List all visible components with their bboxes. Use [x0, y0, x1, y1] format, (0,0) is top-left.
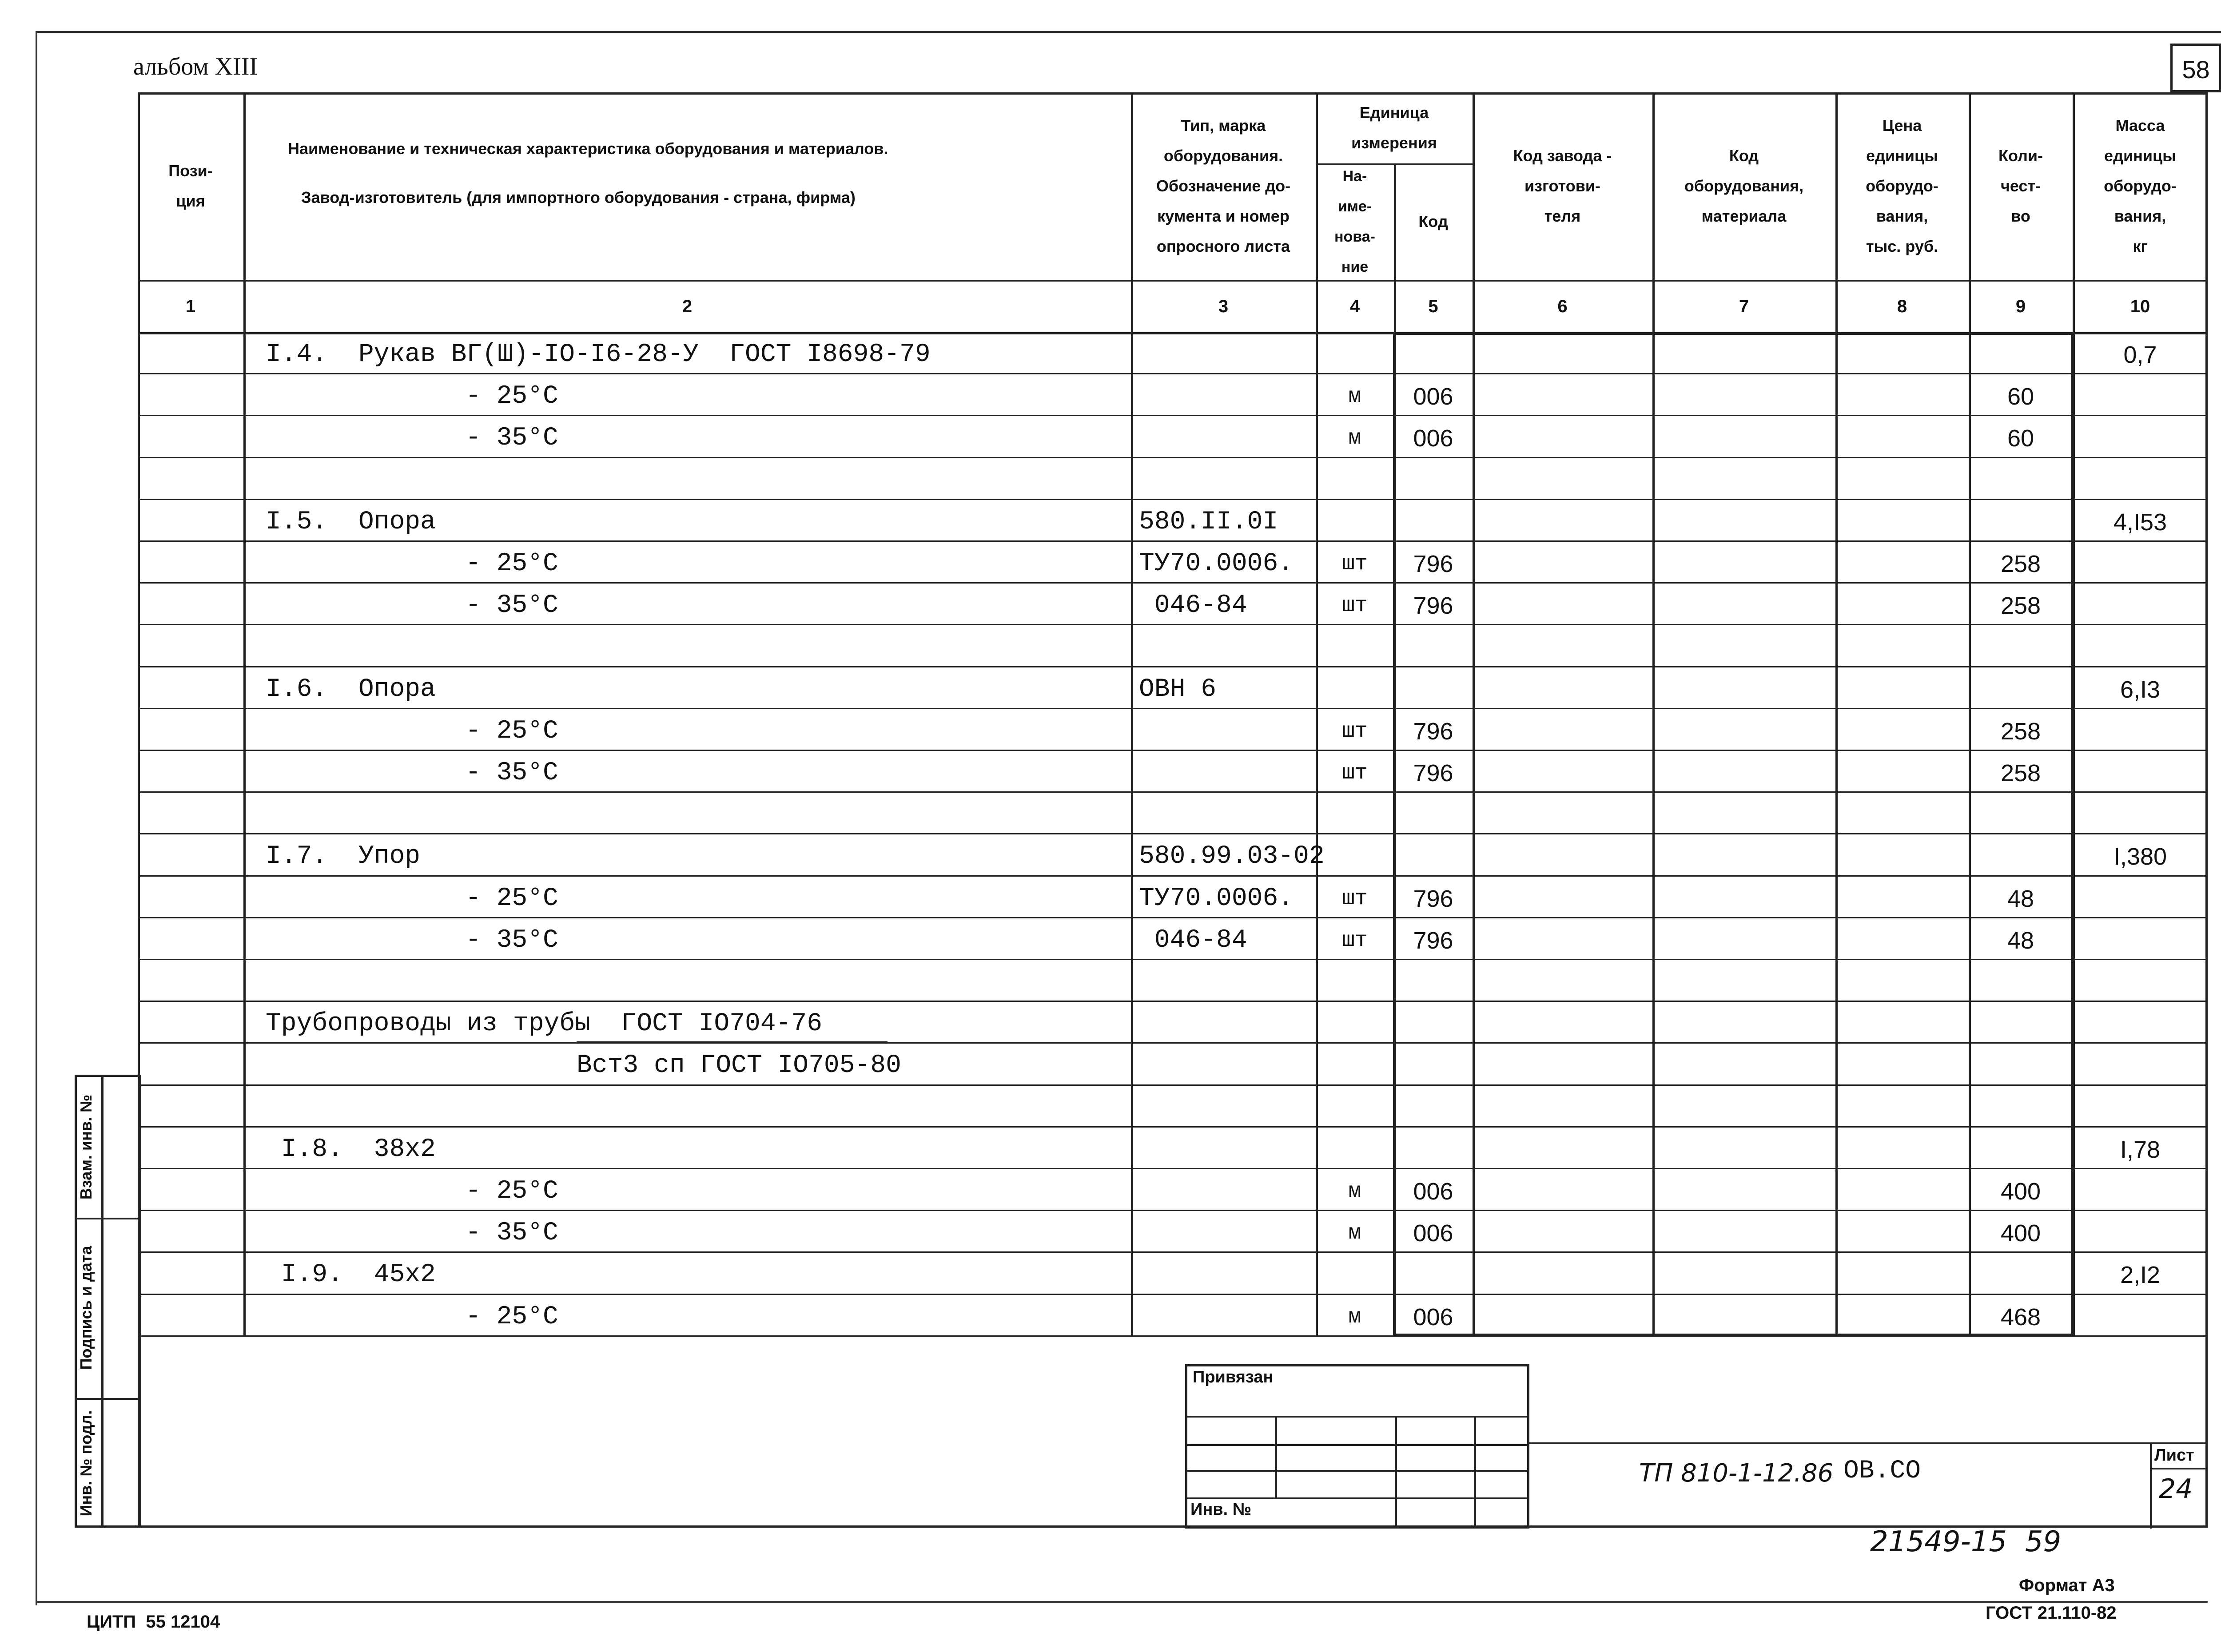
row-mass: 6,I3: [2120, 676, 2161, 703]
row-mass: [2073, 794, 2208, 836]
row-unit: [1316, 794, 1394, 836]
row-mass: [2073, 711, 2208, 752]
row-unit: [1316, 501, 1394, 543]
row-quantity: 48: [2007, 885, 2034, 912]
column-number: 4: [1349, 297, 1360, 316]
row-unit: м: [1348, 1305, 1361, 1329]
row-mass: 4,I53: [2113, 508, 2167, 536]
column-number: 3: [1218, 297, 1229, 316]
row-mass: I,78: [2120, 1136, 2161, 1163]
row-name: I.6. Опора: [266, 675, 436, 704]
row-unit: [1316, 1254, 1394, 1296]
row-unit: шт: [1342, 761, 1368, 785]
row-name: - 25°С: [466, 1177, 558, 1206]
row-unit: [1316, 836, 1394, 878]
row-unit: [1316, 669, 1394, 711]
row-type: 046-84: [1139, 591, 1247, 620]
header-position: Пози- ция: [168, 162, 213, 210]
outer-bottom-line: [36, 1601, 2208, 1603]
row-mass: 2,I2: [2120, 1262, 2161, 1289]
side-label-podpis: Подпись и дата: [77, 1246, 95, 1370]
row-unit: м: [1348, 426, 1361, 451]
row-name: - 25°С: [466, 884, 558, 913]
row-mass: [2073, 1003, 2208, 1045]
row-quantity: 468: [2000, 1303, 2041, 1330]
row-type: 580.II.0I: [1139, 507, 1278, 536]
row-name: - 35°С: [466, 1219, 558, 1248]
printer-label: ЦИТП 55 12104: [87, 1612, 220, 1632]
row-name: - 25°С: [466, 1302, 558, 1331]
row-code: 796: [1413, 927, 1453, 954]
row-type: ТУ70.0006.: [1139, 549, 1294, 578]
row-quantity: 400: [2000, 1178, 2041, 1205]
format-label: Формат А3: [2019, 1576, 2115, 1595]
doc-suffix: ОВ.СО: [1843, 1457, 1921, 1485]
header-unit-group: Единица измерения: [1351, 103, 1437, 152]
header-name-line2: Завод-изготовитель (для импортного оборудования - страна, фирма): [301, 188, 856, 206]
row-unit: [1316, 460, 1394, 501]
column-number: 10: [2130, 297, 2150, 316]
row-name: - 35°С: [466, 591, 558, 620]
row-quantity: 258: [2000, 551, 2041, 577]
row-name: I.4. Рукав ВГ(Ш)-IO-I6-28-У ГОСТ I8698-79: [266, 340, 931, 369]
row-unit: шт: [1342, 552, 1368, 576]
row-mass: [2073, 878, 2208, 920]
gost-label: ГОСТ 21.110-82: [1986, 1603, 2117, 1623]
row-mass: [2073, 627, 2208, 668]
header-unit-name: На- име- нова- ние: [1334, 168, 1375, 275]
row-unit: [1316, 627, 1394, 668]
row-type: ТУ70.0006.: [1139, 884, 1294, 913]
row-name: - 25°С: [466, 716, 558, 746]
row-unit: шт: [1342, 886, 1368, 911]
row-unit: м: [1348, 385, 1361, 409]
row-quantity: 258: [2000, 718, 2041, 745]
row-mass: [2073, 460, 2208, 501]
header-unit-code: Код: [1418, 212, 1448, 230]
row-name: I.8. 38x2: [266, 1135, 436, 1164]
row-unit: шт: [1342, 719, 1368, 743]
row-unit: [1316, 334, 1394, 376]
privyazan-label: Привязан: [1193, 1368, 1274, 1386]
row-name: I.7. Упор: [266, 842, 421, 871]
row-mass: 0,7: [2123, 342, 2157, 368]
sheet-label: Лист: [2154, 1446, 2194, 1465]
row-unit: шт: [1342, 594, 1368, 618]
row-code: 006: [1413, 1220, 1453, 1247]
column-number: 9: [2015, 297, 2026, 316]
row-code: 796: [1413, 551, 1453, 577]
sheet-number: 24: [2159, 1473, 2193, 1505]
header-equipment-code: Код оборудования, материала: [1684, 147, 1804, 225]
row-code: 006: [1413, 383, 1453, 410]
row-mass: [2073, 1296, 2208, 1338]
row-quantity: 258: [2000, 592, 2041, 620]
row-name: - 25°С: [466, 382, 558, 411]
header-name-line1: Наименование и техническая характеристика оборудования и материалов.: [288, 139, 888, 158]
row-unit: [1316, 1045, 1394, 1087]
doc-code: ТП 810-1-12.86: [1639, 1459, 1834, 1488]
row-name: - 35°С: [466, 424, 558, 453]
row-quantity: 400: [2000, 1220, 2041, 1247]
row-type: 046-84: [1139, 925, 1247, 955]
header-type: Тип, марка оборудования. Обозначение до- кумента и номер опросного листа: [1156, 116, 1291, 255]
column-number: 5: [1428, 297, 1438, 316]
row-mass: [2073, 376, 2208, 417]
row-code: 796: [1413, 718, 1453, 745]
header-price: Цена единицы оборудо- вания, тыс. руб.: [1866, 116, 1938, 255]
row-mass: [2073, 585, 2208, 627]
row-mass: [2073, 920, 2208, 961]
column-number: 8: [1897, 297, 1907, 316]
row-code: 796: [1413, 760, 1453, 786]
row-code: 796: [1413, 885, 1453, 912]
row-unit: м: [1348, 1179, 1361, 1203]
row-code: 006: [1413, 1178, 1453, 1205]
row-code: 796: [1413, 592, 1453, 620]
column-number: 1: [185, 297, 196, 316]
row-unit: [1316, 1129, 1394, 1171]
row-mass: [2073, 1171, 2208, 1212]
row-mass: [2073, 543, 2208, 585]
column-number: 7: [1739, 297, 1749, 316]
header-factory-code: Код завода - изготови- теля: [1513, 147, 1612, 225]
row-unit: м: [1348, 1221, 1361, 1246]
row-quantity: 258: [2000, 760, 2041, 786]
row-mass: [2073, 417, 2208, 459]
emphasis-frame: [1393, 332, 2074, 1336]
row-code: 006: [1413, 425, 1453, 452]
row-mass: I,380: [2113, 843, 2167, 870]
row-name: - 35°С: [466, 925, 558, 955]
row-unit: [1316, 1003, 1394, 1045]
column-number: 2: [682, 297, 693, 316]
row-type: ОВН 6: [1139, 675, 1217, 704]
row-name: - 35°С: [466, 758, 558, 787]
row-name: - 25°С: [466, 549, 558, 578]
row-name: I.9. 45x2: [266, 1260, 436, 1290]
row-quantity: 60: [2007, 383, 2034, 410]
row-name: I.5. Опора: [266, 507, 436, 536]
side-label-inv: Инв. № подл.: [77, 1410, 95, 1517]
row-code: 006: [1413, 1303, 1453, 1330]
side-label-vzam: Взам. инв. №: [77, 1094, 95, 1200]
row-unit: [1316, 1087, 1394, 1129]
column-number: 6: [1557, 297, 1568, 316]
row-mass: [2073, 1212, 2208, 1254]
row-mass: [2073, 1087, 2208, 1129]
album-label: альбом XIII: [133, 53, 258, 80]
header-quantity: Коли- чест- во: [1998, 147, 2043, 225]
row-name: Вст3 сп ГОСТ IO705-80: [577, 1051, 901, 1080]
handwritten-number: 21549-15 59: [1870, 1525, 2062, 1558]
header-mass: Масса единицы оборудо- вания, кг: [2104, 116, 2177, 255]
row-type: 580.99.03-02: [1139, 842, 1325, 871]
page-number: 58: [2182, 56, 2210, 83]
row-mass: [2073, 1045, 2208, 1087]
row-unit: шт: [1342, 928, 1368, 953]
row-name: Трубопроводы из трубы ГОСТ IO704-76: [266, 1009, 823, 1039]
row-mass: [2073, 961, 2208, 1003]
row-quantity: 48: [2007, 927, 2034, 954]
row-mass: [2073, 752, 2208, 794]
row-unit: [1316, 961, 1394, 1003]
row-quantity: 60: [2007, 425, 2034, 452]
inv-no-label: Инв. №: [1190, 1500, 1252, 1519]
